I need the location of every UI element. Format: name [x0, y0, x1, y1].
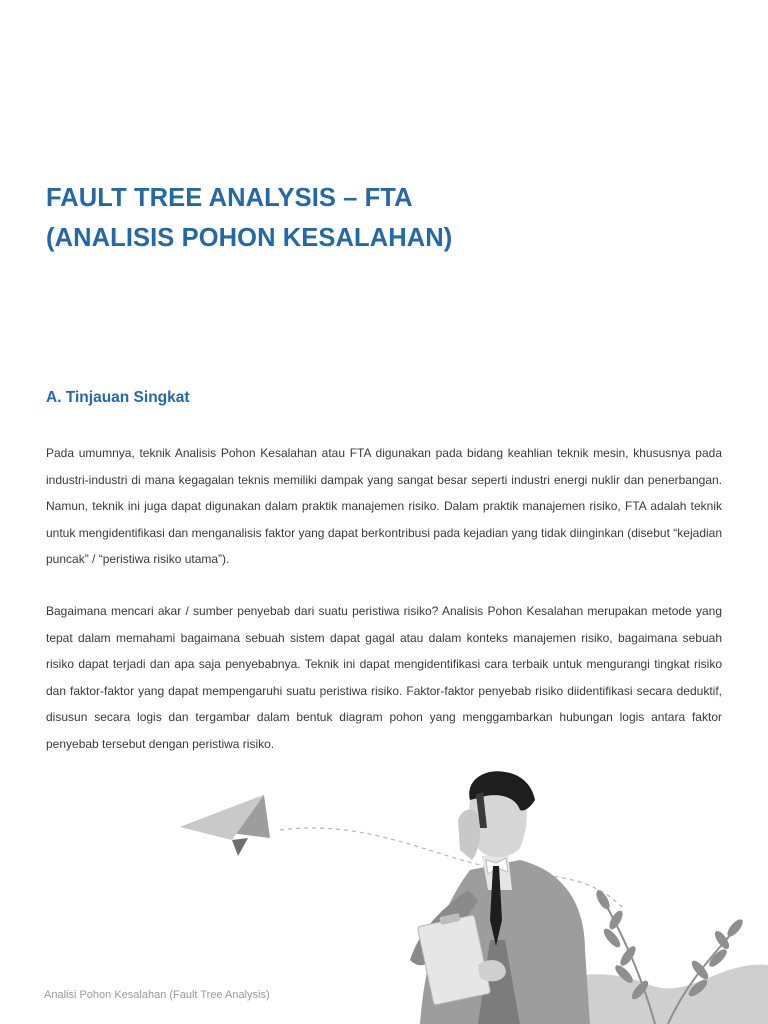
- title-line-1: FAULT TREE ANALYSIS – FTA: [46, 184, 413, 212]
- section-heading: A. Tinjauan Singkat: [46, 389, 190, 406]
- paragraph-2: Bagaimana mencari akar / sumber penyebab dari suatu peristiwa risiko? Analisis Pohon Kesalahan merupakan metode yang tepat dalam memahami bagaimana sebuah sistem dapat gagal atau dalam konteks manajemen risiko, bagaimana sebuah risiko dapat terjadi dan apa saja penyebabnya. Teknik ini dapat mengidentifikasi cara terbaik untuk mengurangi tingkat risiko dan faktor-faktor yang dapat mempengaruhi suatu peristiwa risiko. Faktor-faktor penyebab risiko diidentifikasi secara deduktif, disusun secara logis dan tergambar dalam bentuk diagram pohon yang menggambarkan hubungan logis antara faktor penyebab tersebut dengan peristiwa risiko.: [46, 604, 722, 751]
- title-line-2: (ANALISIS POHON KESALAHAN): [46, 224, 453, 252]
- page-title: [46, 178, 726, 258]
- paragraph-1: Pada umumnya, teknik Analisis Pohon Kesalahan atau FTA digunakan pada bidang keahlian teknik mesin, khususnya pada industri-industri di mana kegagalan teknis memiliki dampak yang sangat besar seperti industri energi nuklir dan penerbangan. Namun, teknik ini juga dapat digunakan dalam praktik manajemen risiko. Dalam praktik manajemen risiko, FTA adalah teknik untuk mengidentifikasi dan menganalisis faktor yang dapat berkontribusi pada kejadian yang tidak diinginkan (disebut “kejadian puncak” / “peristiwa risiko utama”).: [46, 446, 722, 567]
- illustration: [0, 760, 768, 1024]
- paper-plane-icon: [180, 795, 270, 856]
- businessman-phone-icon: [410, 771, 590, 1024]
- page-footer: Analisi Pohon Kesalahan (Fault Tree Analysis): [44, 989, 270, 1001]
